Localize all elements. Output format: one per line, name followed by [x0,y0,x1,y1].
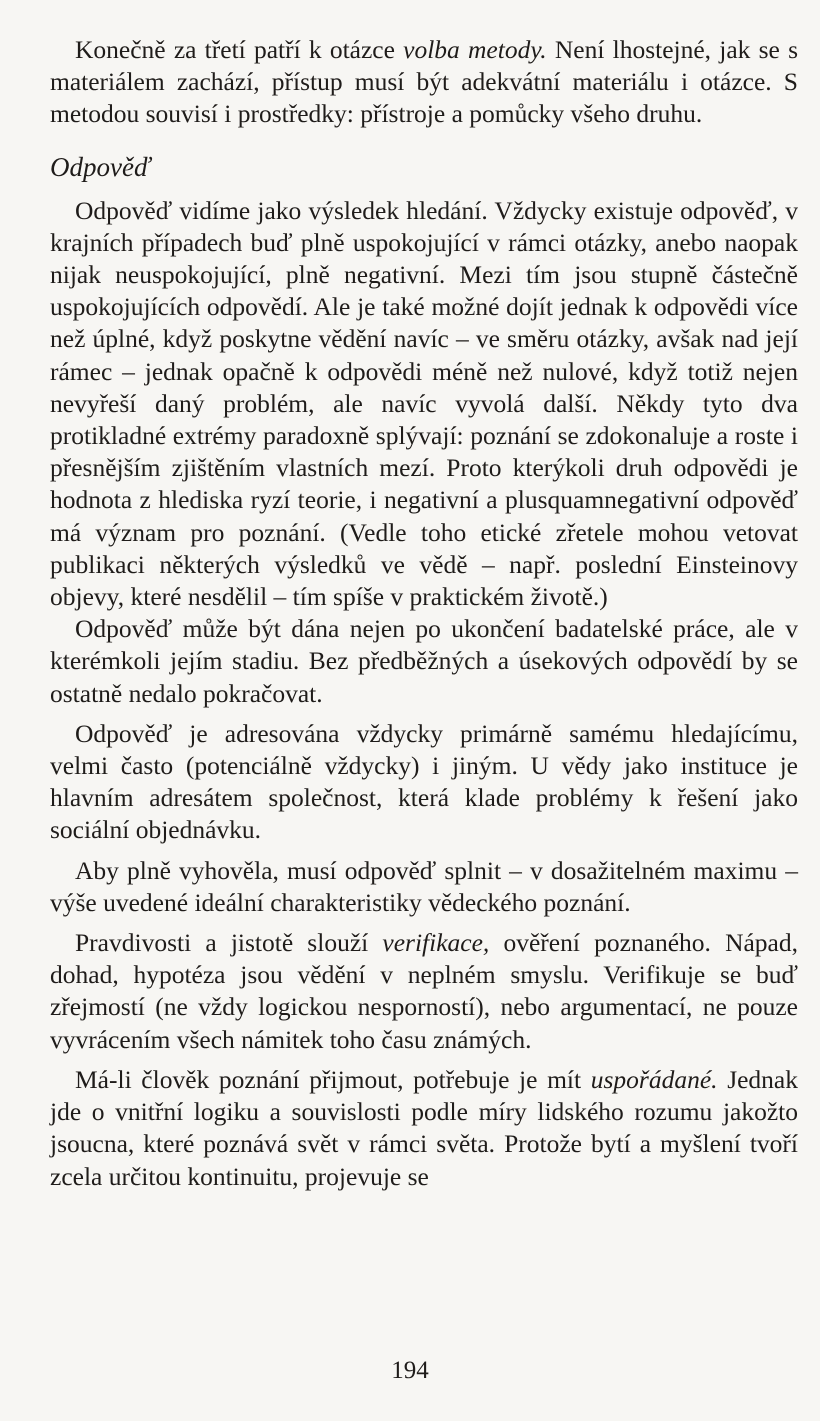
paragraph-text: Konečně za třetí patří k otázce [75,35,404,64]
emphasis-term: verifikace, [382,928,490,958]
paragraph-method [50,34,798,131]
page-number: 194 [391,1357,429,1384]
section-heading: Odpověď [50,151,151,182]
paragraph-answer-stage: Odpověď může být dána nejen po ukončení badatelské práce, ale v kterémkoli jejím stadiu. Bez předběžných a úsekových odpovědí by se ostatně nedalo pokračovat. [50,614,798,708]
paragraph-ordering [50,1064,798,1193]
paragraph-text: Pravdivosti a jistotě slouží [75,928,383,958]
paragraph-text: ověření poznaného. Nápad, dohad, hypotéza jsou vědění v neplném smyslu. Verifikuje se buď zřejmostí (ne vždy logickou nesporností), nebo argumentací, ne pouze vyvrácením všech námitek toho času známých. [50,928,799,1054]
paragraph-text: Není lhostejné, jak se s materiálem zachází, přístup musí být adekvátní materiálu i otázce. S metodou souvisí i prostředky: přístroje a pomůcky všeho druhu. [50,35,798,129]
paragraph-answer-definition: Odpověď vidíme jako výsledek hledání. Vždycky existuje odpověď, v krajních případech buď plně uspokojující v rámci otázky, anebo naopak nijak neuspokojující, plně negativní. Mezi tím jsou stupně částečně uspokojujících odpovědí. Ale je také možné dojít jednak k odpovědi více než úplné, když poskytne vědění navíc – ve směru otázky, avšak nad její rámec – jednak opačně k odpovědi méně než nulové, když totiž nejen nevyřeší daný problém, ale navíc vyvolá další. Někdy tyto dva protikladné extrémy paradoxně splývají: poznání se zdokonaluje a roste i přesnějším zjištěním vlastních mezí. Proto kterýkoli druh odpovědi je hodnota z hlediska ryzí teorie, i negativní a plusquamnegativní odpověď má význam pro poznání. (Vedle toho etické zřetele mohou vetovat publikaci některých výsledků ve vědě – např. poslední Einsteinovy objevy, které nesdělil – tím spíše v praktickém životě.) [50,195,798,612]
paragraph-text: Má-li člověk poznání přijmout, potřebuje je mít [75,1064,591,1094]
emphasis-term: uspořádané. [590,1064,718,1094]
emphasis-term: volba metody. [403,35,547,64]
body-text [50,34,798,1193]
paragraph-answer-ideal: Aby plně vyhověla, musí odpověď splnit – v dosažitelném maximu – výše uvedené ideální charakteristiky vědeckého poznání. [50,855,798,917]
paragraph-verification [50,927,798,1056]
paragraph-text: Jednak jde o vnitřní logiku a souvislosti podle míry lidského rozumu jakožto jsoucna, které poznává svět v rámci světa. Protože bytí a myšlení tvoří zcela určitou kontinuitu, projevuje se [50,1064,798,1191]
paragraph-answer-addressee: Odpověď je adresována vždycky primárně samému hledajícímu, velmi často (potenciálně vždycky) i jiným. U vědy jako instituce je hlavním adresátem společnost, která klade problémy k řešení jako sociální objednávku. [50,718,798,845]
